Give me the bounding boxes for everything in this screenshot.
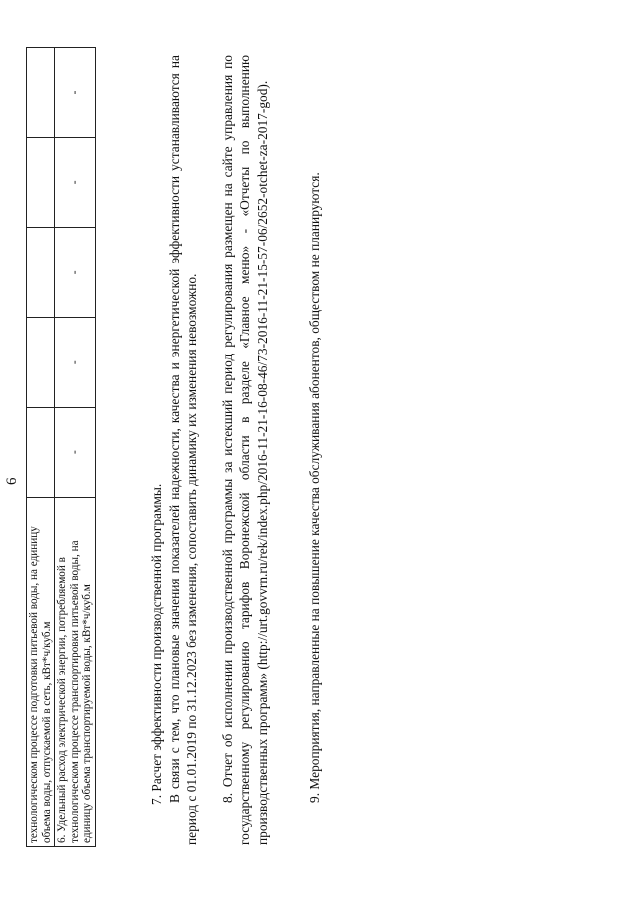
section-8-paragraph: 8. Отчет об исполнении производственной программы за истекший период регулирования размещен на сайте управления по государственному регулированию тарифов Воронежской области в разделе «Главное меню» - «Отчеты по выполнению производственных программ» (http://urt.govvrn.ru/rek/index.php/2016-11-21-16-08-46/73-2016-11-21-15-57-06/2652-otchet-za-2017-god).	[219, 55, 270, 845]
indicators-table	[26, 47, 96, 847]
spacer	[271, 55, 306, 845]
table-cell-value	[27, 137, 55, 227]
section-7-heading: 7. Расчет эффективности производственной программы.	[149, 483, 164, 805]
table-cell-value	[27, 317, 55, 407]
table-cell-name: 6. Удельный расход электрической энергии, потребляемой в технологическом процессе транспортировки питьевой воды, на единицу объема транспортируемой воды, кВт*ч/куб.м	[55, 497, 96, 846]
table-cell-value: -	[55, 137, 96, 227]
table-cell-value: -	[55, 48, 96, 138]
table-cell-name: технологическом процессе подготовки питьевой воды, на единицу объема воды, отпускаемой в сеть, кВт*ч/куб.м	[27, 497, 55, 846]
table-cell-value	[27, 48, 55, 138]
table-cell-value: -	[55, 317, 96, 407]
table-cell-value	[27, 227, 55, 317]
section-9-paragraph: 9. Мероприятия, направленные на повышение качества обслуживания абонентов, обществом не планируются.	[307, 172, 322, 803]
document-body	[148, 55, 324, 845]
spacer	[201, 55, 219, 845]
table-cell-value: -	[55, 407, 96, 497]
table-cell-value	[27, 407, 55, 497]
page-number: 6	[4, 477, 20, 485]
table-row	[55, 48, 96, 847]
table-row	[27, 48, 55, 847]
section-7-paragraph: В связи с тем, что плановые значения показателей надежности, качества и энергетической эффективности устанавливаются на период с 01.01.2019 по 31.12.2023 без изменения, сопоставить динамику их изменения невозможно.	[166, 55, 199, 845]
table-cell-value: -	[55, 227, 96, 317]
